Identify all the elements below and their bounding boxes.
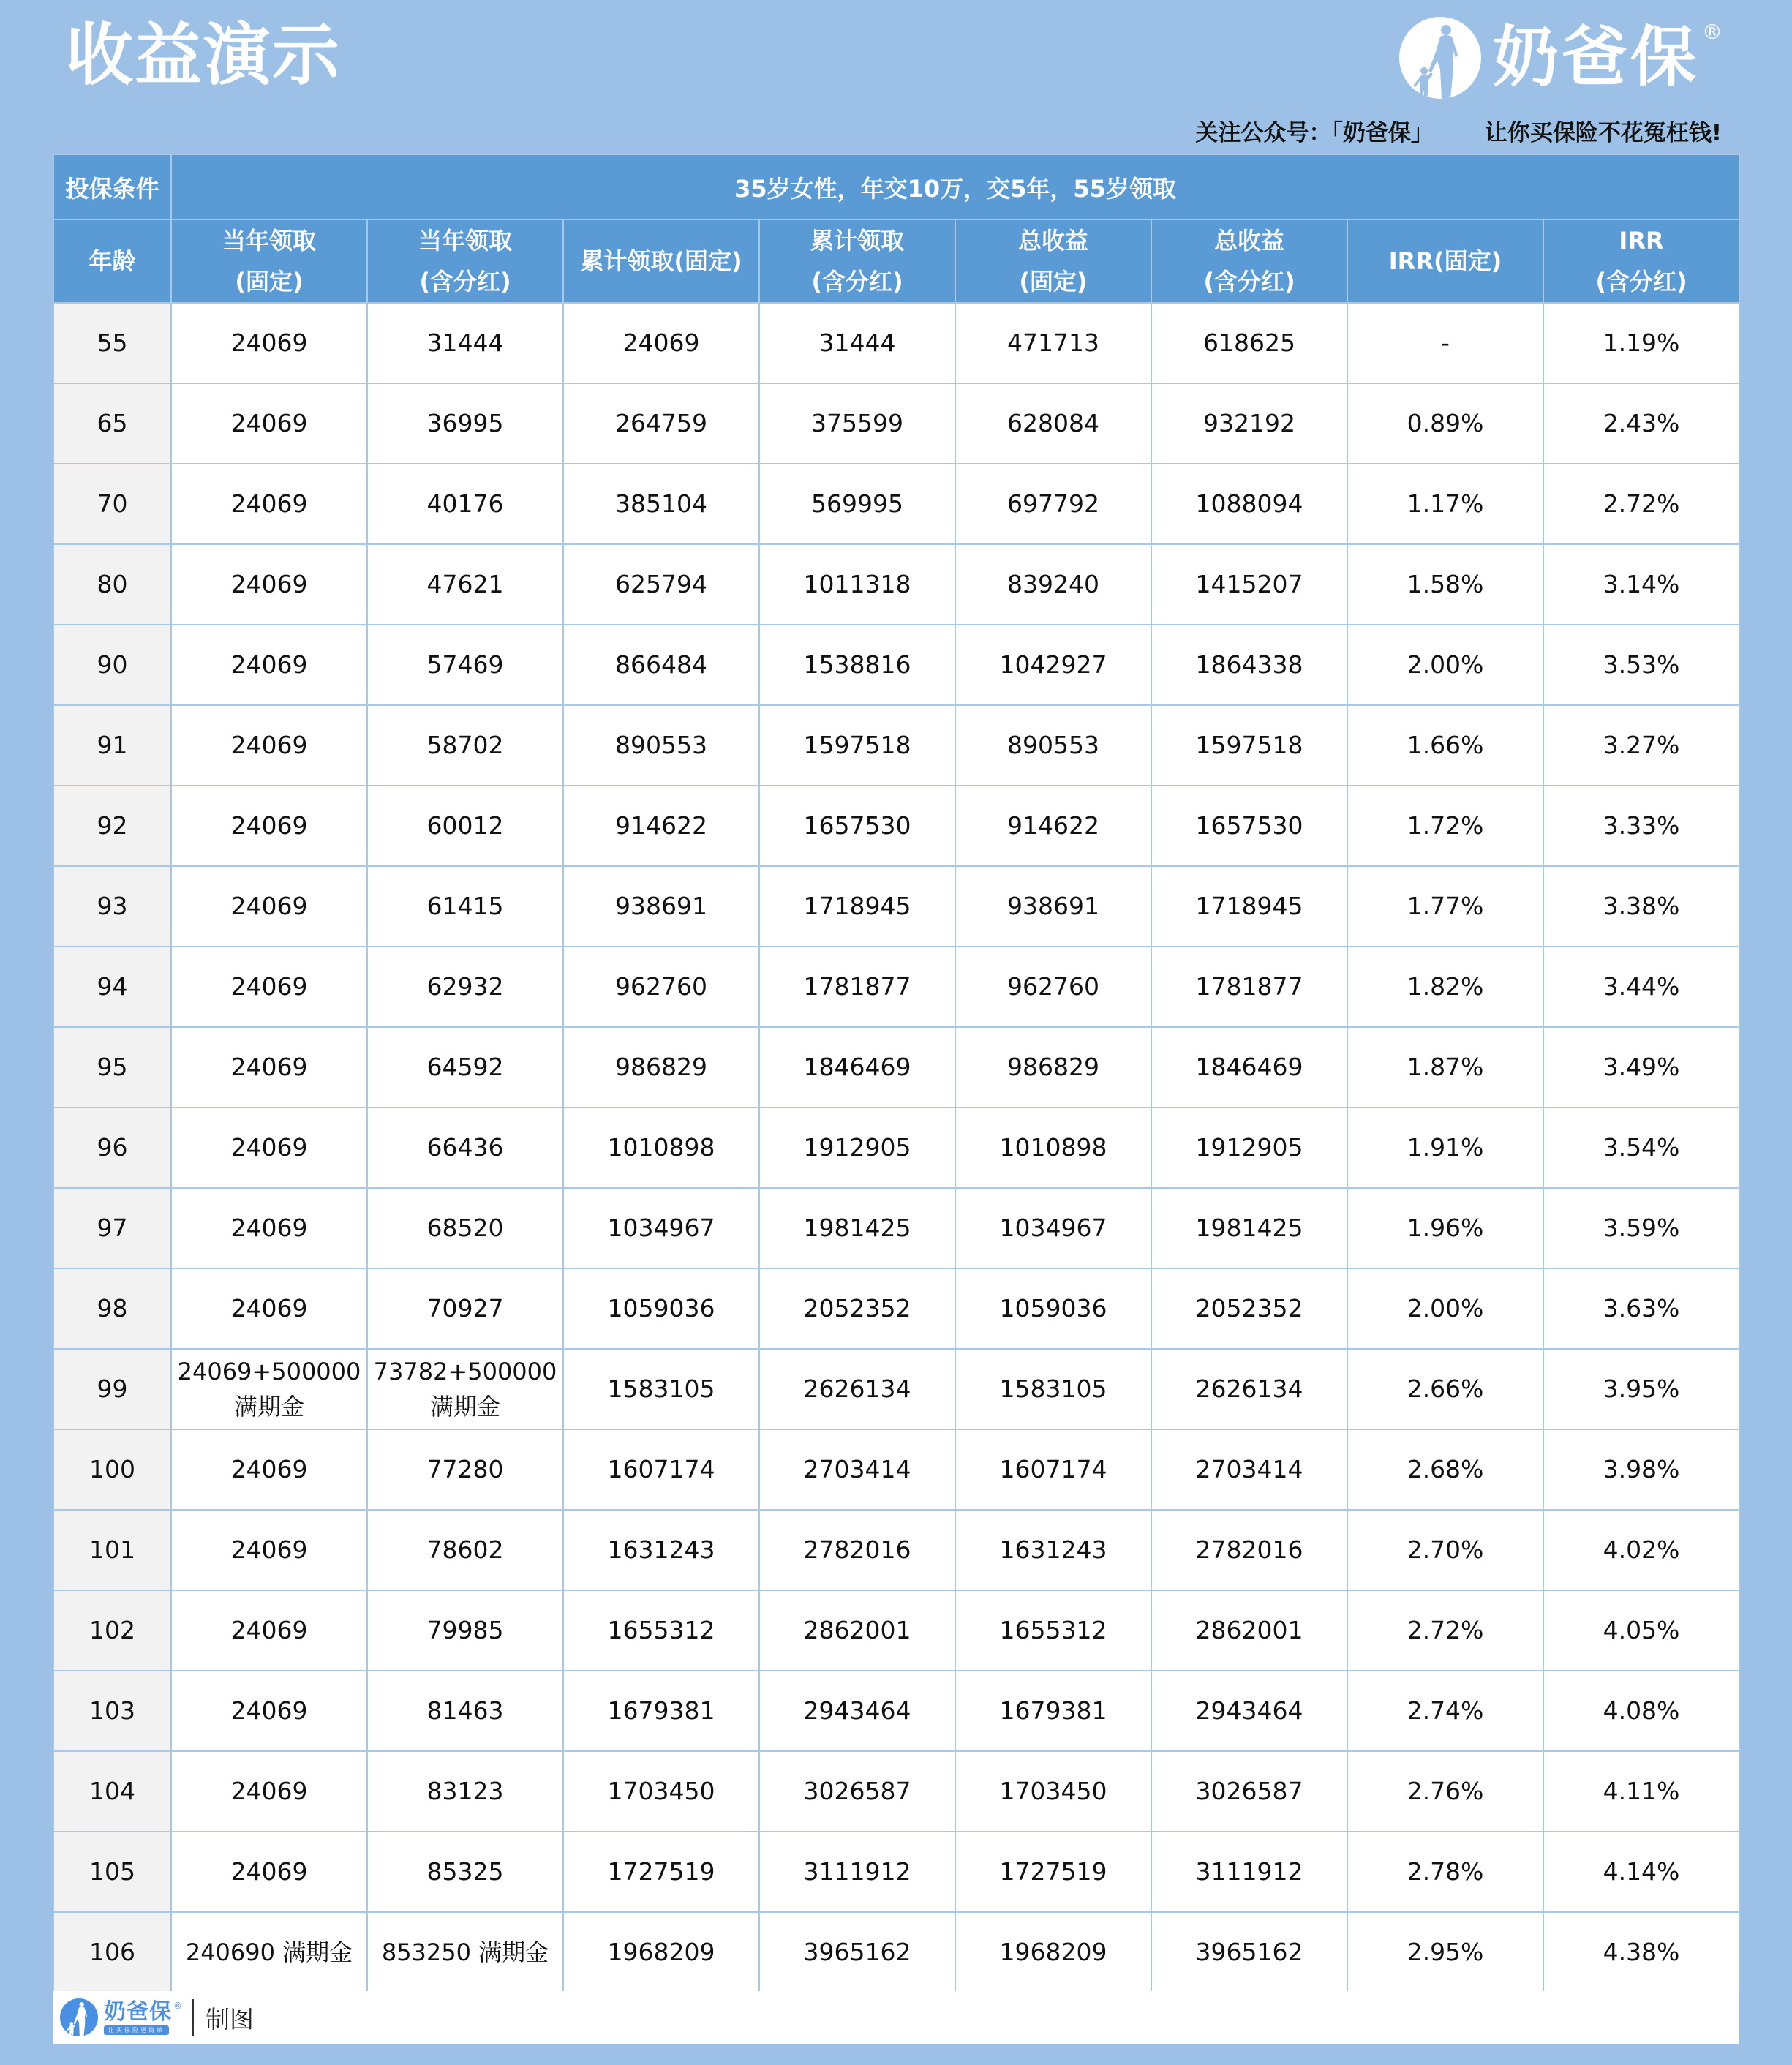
value-cell: 1981425 bbox=[759, 1188, 955, 1268]
value-cell: 73782+500000 满期金 bbox=[367, 1349, 563, 1429]
age-cell: 105 bbox=[53, 1832, 171, 1912]
footer-brand-badge: 让买保险更简单 bbox=[104, 2025, 169, 2035]
age-cell: 95 bbox=[53, 1027, 171, 1107]
value-cell: 1583105 bbox=[955, 1349, 1151, 1429]
value-cell: 24069 bbox=[171, 464, 367, 544]
footer-registered-mark: ® bbox=[173, 2000, 182, 2011]
table-row bbox=[53, 544, 1739, 625]
age-cell: 98 bbox=[53, 1268, 171, 1349]
value-cell: 1.58% bbox=[1347, 544, 1543, 625]
value-cell: 1034967 bbox=[955, 1188, 1151, 1268]
value-cell: 1.77% bbox=[1347, 866, 1543, 947]
value-cell: 1607174 bbox=[955, 1429, 1151, 1510]
value-cell: 64592 bbox=[367, 1027, 563, 1107]
column-header-line2: (含分红) bbox=[1595, 268, 1687, 296]
value-cell: 1718945 bbox=[1151, 866, 1347, 947]
column-header-line1: 总收益 bbox=[1213, 227, 1284, 255]
table-row bbox=[53, 1912, 1739, 1993]
table-row bbox=[53, 464, 1739, 544]
value-cell: 4.38% bbox=[1543, 1912, 1739, 1993]
value-cell: 3.59% bbox=[1543, 1188, 1739, 1268]
column-header bbox=[1151, 219, 1347, 303]
age-cell: 80 bbox=[53, 544, 171, 625]
column-header-line1: 当年领取 bbox=[418, 227, 512, 255]
condition-row bbox=[53, 154, 1739, 219]
brand-name: 奶爸保 bbox=[1493, 19, 1699, 96]
value-cell: 1583105 bbox=[563, 1349, 759, 1429]
value-cell: 618625 bbox=[1151, 303, 1347, 383]
value-cell: 24069 bbox=[171, 786, 367, 866]
column-header bbox=[171, 219, 367, 303]
table-row bbox=[53, 947, 1739, 1027]
condition-value: 35岁女性，年交10万，交5年，55岁领取 bbox=[171, 154, 1739, 219]
column-header-line1: IRR(固定) bbox=[1388, 247, 1502, 275]
value-cell: 1088094 bbox=[1151, 464, 1347, 544]
value-cell: 1.17% bbox=[1347, 464, 1543, 544]
column-header bbox=[53, 219, 171, 303]
value-cell: 1415207 bbox=[1151, 544, 1347, 625]
value-cell: 1679381 bbox=[955, 1671, 1151, 1751]
value-cell: 57469 bbox=[367, 625, 563, 705]
value-cell: 3111912 bbox=[759, 1832, 955, 1912]
column-header bbox=[367, 219, 563, 303]
value-cell: 2.43% bbox=[1543, 383, 1739, 464]
value-cell: 1679381 bbox=[563, 1671, 759, 1751]
age-cell: 94 bbox=[53, 947, 171, 1027]
value-cell: 24069 bbox=[171, 1107, 367, 1188]
value-cell: 1011318 bbox=[759, 544, 955, 625]
column-header-line1: 年龄 bbox=[89, 247, 136, 275]
value-cell: 2862001 bbox=[759, 1590, 955, 1671]
value-cell: 24069 bbox=[171, 947, 367, 1027]
value-cell: 1846469 bbox=[759, 1027, 955, 1107]
brand-logo bbox=[1399, 17, 1723, 99]
table-row bbox=[53, 1107, 1739, 1188]
value-cell: 0.89% bbox=[1347, 383, 1543, 464]
value-cell: - bbox=[1347, 303, 1543, 383]
age-cell: 55 bbox=[53, 303, 171, 383]
table-row bbox=[53, 1832, 1739, 1912]
age-cell: 70 bbox=[53, 464, 171, 544]
tagline-follow: 关注公众号：「奶爸保」 bbox=[1195, 120, 1434, 146]
value-cell: 24069 bbox=[171, 1027, 367, 1107]
table-body bbox=[53, 303, 1739, 1993]
value-cell: 2.74% bbox=[1347, 1671, 1543, 1751]
value-cell: 1059036 bbox=[955, 1268, 1151, 1349]
value-cell: 40176 bbox=[367, 464, 563, 544]
value-cell: 4.08% bbox=[1543, 1671, 1739, 1751]
page-title: 收益演示 bbox=[66, 16, 342, 94]
column-header-line2: (固定) bbox=[1019, 268, 1088, 296]
column-header bbox=[955, 219, 1151, 303]
age-cell: 106 bbox=[53, 1912, 171, 1993]
value-cell: 2.68% bbox=[1347, 1429, 1543, 1510]
value-cell: 890553 bbox=[955, 705, 1151, 786]
value-cell: 1727519 bbox=[563, 1832, 759, 1912]
column-header-line1: 累计领取(固定) bbox=[580, 247, 742, 275]
value-cell: 2943464 bbox=[759, 1671, 955, 1751]
value-cell: 24069 bbox=[563, 303, 759, 383]
value-cell: 70927 bbox=[367, 1268, 563, 1349]
value-cell: 3111912 bbox=[1151, 1832, 1347, 1912]
age-cell: 93 bbox=[53, 866, 171, 947]
value-cell: 31444 bbox=[367, 303, 563, 383]
age-cell: 100 bbox=[53, 1429, 171, 1510]
value-cell: 24069 bbox=[171, 544, 367, 625]
table-row bbox=[53, 1671, 1739, 1751]
value-cell: 1.66% bbox=[1347, 705, 1543, 786]
value-cell: 3.98% bbox=[1543, 1429, 1739, 1510]
value-cell: 1703450 bbox=[955, 1751, 1151, 1832]
value-cell: 1968209 bbox=[563, 1912, 759, 1993]
age-cell: 97 bbox=[53, 1188, 171, 1268]
value-cell: 2.76% bbox=[1347, 1751, 1543, 1832]
age-cell: 90 bbox=[53, 625, 171, 705]
value-cell: 68520 bbox=[367, 1188, 563, 1268]
table-row bbox=[53, 1188, 1739, 1268]
column-header-row bbox=[53, 219, 1739, 303]
table-row bbox=[53, 303, 1739, 383]
value-cell: 938691 bbox=[563, 866, 759, 947]
column-header-line2: (含分红) bbox=[811, 268, 903, 296]
value-cell: 1597518 bbox=[759, 705, 955, 786]
value-cell: 2626134 bbox=[759, 1349, 955, 1429]
value-cell: 1607174 bbox=[563, 1429, 759, 1510]
value-cell: 2703414 bbox=[1151, 1429, 1347, 1510]
value-cell: 2.72% bbox=[1347, 1590, 1543, 1671]
column-header-line2: (含分红) bbox=[1203, 268, 1295, 296]
value-cell: 569995 bbox=[759, 464, 955, 544]
value-cell: 2782016 bbox=[759, 1510, 955, 1590]
value-cell: 697792 bbox=[955, 464, 1151, 544]
table-row bbox=[53, 383, 1739, 464]
footer-brand-name: 奶爸保 bbox=[104, 1998, 172, 2025]
value-cell: 1981425 bbox=[1151, 1188, 1347, 1268]
value-cell: 628084 bbox=[955, 383, 1151, 464]
value-cell: 375599 bbox=[759, 383, 955, 464]
value-cell: 2943464 bbox=[1151, 1671, 1347, 1751]
value-cell: 36995 bbox=[367, 383, 563, 464]
value-cell: 932192 bbox=[1151, 383, 1347, 464]
value-cell: 77280 bbox=[367, 1429, 563, 1510]
value-cell: 986829 bbox=[955, 1027, 1151, 1107]
value-cell: 1597518 bbox=[1151, 705, 1347, 786]
value-cell: 1.91% bbox=[1347, 1107, 1543, 1188]
tagline-slogan: 让你买保险不花冤枉钱! bbox=[1484, 120, 1722, 146]
value-cell: 83123 bbox=[367, 1751, 563, 1832]
value-cell: 1.82% bbox=[1347, 947, 1543, 1027]
value-cell: 78602 bbox=[367, 1510, 563, 1590]
value-cell: 24069 bbox=[171, 1429, 367, 1510]
value-cell: 1.72% bbox=[1347, 786, 1543, 866]
value-cell: 60012 bbox=[367, 786, 563, 866]
column-header-line1: 总收益 bbox=[1017, 227, 1088, 255]
value-cell: 625794 bbox=[563, 544, 759, 625]
value-cell: 938691 bbox=[955, 866, 1151, 947]
tagline bbox=[1195, 119, 1722, 148]
table-row bbox=[53, 625, 1739, 705]
value-cell: 1538816 bbox=[759, 625, 955, 705]
value-cell: 1.19% bbox=[1543, 303, 1739, 383]
value-cell: 3.27% bbox=[1543, 705, 1739, 786]
value-cell: 1.96% bbox=[1347, 1188, 1543, 1268]
value-cell: 2862001 bbox=[1151, 1590, 1347, 1671]
value-cell: 1727519 bbox=[955, 1832, 1151, 1912]
column-header-line1: 当年领取 bbox=[222, 227, 316, 255]
age-cell: 96 bbox=[53, 1107, 171, 1188]
value-cell: 2.72% bbox=[1543, 464, 1739, 544]
table-row bbox=[53, 786, 1739, 866]
table-row bbox=[53, 1349, 1739, 1429]
table-row bbox=[53, 1751, 1739, 1832]
table-row bbox=[53, 705, 1739, 786]
column-header bbox=[1347, 219, 1543, 303]
value-cell: 3.95% bbox=[1543, 1349, 1739, 1429]
value-cell: 3026587 bbox=[1151, 1751, 1347, 1832]
table-row bbox=[53, 1590, 1739, 1671]
value-cell: 3.44% bbox=[1543, 947, 1739, 1027]
value-cell: 24069 bbox=[171, 1188, 367, 1268]
value-cell: 24069 bbox=[171, 1671, 367, 1751]
value-cell: 1864338 bbox=[1151, 625, 1347, 705]
value-cell: 986829 bbox=[563, 1027, 759, 1107]
footer-divider bbox=[192, 1999, 194, 2036]
value-cell: 81463 bbox=[367, 1671, 563, 1751]
age-cell: 104 bbox=[53, 1751, 171, 1832]
value-cell: 3965162 bbox=[759, 1912, 955, 1993]
age-cell: 103 bbox=[53, 1671, 171, 1751]
value-cell: 24069 bbox=[171, 1268, 367, 1349]
table-row bbox=[53, 1510, 1739, 1590]
value-cell: 962760 bbox=[563, 947, 759, 1027]
age-cell: 65 bbox=[53, 383, 171, 464]
value-cell: 264759 bbox=[563, 383, 759, 464]
value-cell: 61415 bbox=[367, 866, 563, 947]
value-cell: 914622 bbox=[955, 786, 1151, 866]
value-cell: 3.63% bbox=[1543, 1268, 1739, 1349]
value-cell: 2782016 bbox=[1151, 1510, 1347, 1590]
value-cell: 1059036 bbox=[563, 1268, 759, 1349]
value-cell: 3.54% bbox=[1543, 1107, 1739, 1188]
column-header-line1: IRR bbox=[1619, 227, 1664, 255]
value-cell: 3.33% bbox=[1543, 786, 1739, 866]
value-cell: 839240 bbox=[955, 544, 1151, 625]
value-cell: 1912905 bbox=[1151, 1107, 1347, 1188]
age-cell: 102 bbox=[53, 1590, 171, 1671]
value-cell: 890553 bbox=[563, 705, 759, 786]
value-cell: 24069 bbox=[171, 625, 367, 705]
table-row bbox=[53, 1429, 1739, 1510]
value-cell: 1631243 bbox=[563, 1510, 759, 1590]
footer-made-by: 制图 bbox=[206, 2004, 254, 2034]
value-cell: 1968209 bbox=[955, 1912, 1151, 1993]
column-header-line2: (固定) bbox=[235, 268, 304, 296]
value-cell: 24069+500000 满期金 bbox=[171, 1349, 367, 1429]
value-cell: 24069 bbox=[171, 705, 367, 786]
value-cell: 385104 bbox=[563, 464, 759, 544]
value-cell: 1846469 bbox=[1151, 1027, 1347, 1107]
value-cell: 85325 bbox=[367, 1832, 563, 1912]
value-cell: 1.87% bbox=[1347, 1027, 1543, 1107]
value-cell: 24069 bbox=[171, 1590, 367, 1671]
footer bbox=[53, 1991, 1739, 2044]
parent-child-icon bbox=[1399, 17, 1481, 99]
value-cell: 2626134 bbox=[1151, 1349, 1347, 1429]
value-cell: 1781877 bbox=[1151, 947, 1347, 1027]
value-cell: 58702 bbox=[367, 705, 563, 786]
value-cell: 2703414 bbox=[759, 1429, 955, 1510]
value-cell: 3.49% bbox=[1543, 1027, 1739, 1107]
value-cell: 47621 bbox=[367, 544, 563, 625]
value-cell: 24069 bbox=[171, 866, 367, 947]
age-cell: 99 bbox=[53, 1349, 171, 1429]
value-cell: 3026587 bbox=[759, 1751, 955, 1832]
value-cell: 2052352 bbox=[759, 1268, 955, 1349]
value-cell: 1631243 bbox=[955, 1510, 1151, 1590]
column-header bbox=[759, 219, 955, 303]
column-header-line1: 累计领取 bbox=[810, 227, 904, 255]
value-cell: 24069 bbox=[171, 1510, 367, 1590]
value-cell: 1010898 bbox=[955, 1107, 1151, 1188]
value-cell: 24069 bbox=[171, 1751, 367, 1832]
value-cell: 66436 bbox=[367, 1107, 563, 1188]
value-cell: 3.14% bbox=[1543, 544, 1739, 625]
value-cell: 2.70% bbox=[1347, 1510, 1543, 1590]
value-cell: 4.14% bbox=[1543, 1832, 1739, 1912]
value-cell: 24069 bbox=[171, 303, 367, 383]
value-cell: 79985 bbox=[367, 1590, 563, 1671]
column-header bbox=[563, 219, 759, 303]
age-cell: 91 bbox=[53, 705, 171, 786]
footer-brand bbox=[104, 1998, 182, 2035]
value-cell: 24069 bbox=[171, 1832, 367, 1912]
registered-mark: ® bbox=[1702, 20, 1723, 44]
value-cell: 2.66% bbox=[1347, 1349, 1543, 1429]
table-row bbox=[53, 866, 1739, 947]
value-cell: 4.05% bbox=[1543, 1590, 1739, 1671]
value-cell: 1657530 bbox=[1151, 786, 1347, 866]
value-cell: 2.95% bbox=[1347, 1912, 1543, 1993]
value-cell: 962760 bbox=[955, 947, 1151, 1027]
value-cell: 4.02% bbox=[1543, 1510, 1739, 1590]
value-cell: 471713 bbox=[955, 303, 1151, 383]
value-cell: 1718945 bbox=[759, 866, 955, 947]
value-cell: 31444 bbox=[759, 303, 955, 383]
value-cell: 2052352 bbox=[1151, 1268, 1347, 1349]
age-cell: 101 bbox=[53, 1510, 171, 1590]
value-cell: 3.53% bbox=[1543, 625, 1739, 705]
parent-child-icon bbox=[60, 1998, 98, 2036]
value-cell: 866484 bbox=[563, 625, 759, 705]
value-cell: 1655312 bbox=[955, 1590, 1151, 1671]
value-cell: 1781877 bbox=[759, 947, 955, 1027]
value-cell: 3.38% bbox=[1543, 866, 1739, 947]
value-cell: 24069 bbox=[171, 383, 367, 464]
value-cell: 914622 bbox=[563, 786, 759, 866]
value-cell: 1655312 bbox=[563, 1590, 759, 1671]
value-cell: 2.00% bbox=[1347, 625, 1543, 705]
column-header bbox=[1543, 219, 1739, 303]
table-row bbox=[53, 1268, 1739, 1349]
value-cell: 1657530 bbox=[759, 786, 955, 866]
value-cell: 62932 bbox=[367, 947, 563, 1027]
column-header-line2: (含分红) bbox=[419, 268, 511, 296]
value-cell: 1703450 bbox=[563, 1751, 759, 1832]
value-cell: 1042927 bbox=[955, 625, 1151, 705]
value-cell: 4.11% bbox=[1543, 1751, 1739, 1832]
value-cell: 2.78% bbox=[1347, 1832, 1543, 1912]
value-cell: 853250 满期金 bbox=[367, 1912, 563, 1993]
value-cell: 1010898 bbox=[563, 1107, 759, 1188]
value-cell: 240690 满期金 bbox=[171, 1912, 367, 1993]
value-cell: 1912905 bbox=[759, 1107, 955, 1188]
age-cell: 92 bbox=[53, 786, 171, 866]
benefit-table bbox=[53, 154, 1740, 1993]
condition-label: 投保条件 bbox=[53, 154, 171, 219]
value-cell: 3965162 bbox=[1151, 1912, 1347, 1993]
value-cell: 2.00% bbox=[1347, 1268, 1543, 1349]
value-cell: 1034967 bbox=[563, 1188, 759, 1268]
table-row bbox=[53, 1027, 1739, 1107]
